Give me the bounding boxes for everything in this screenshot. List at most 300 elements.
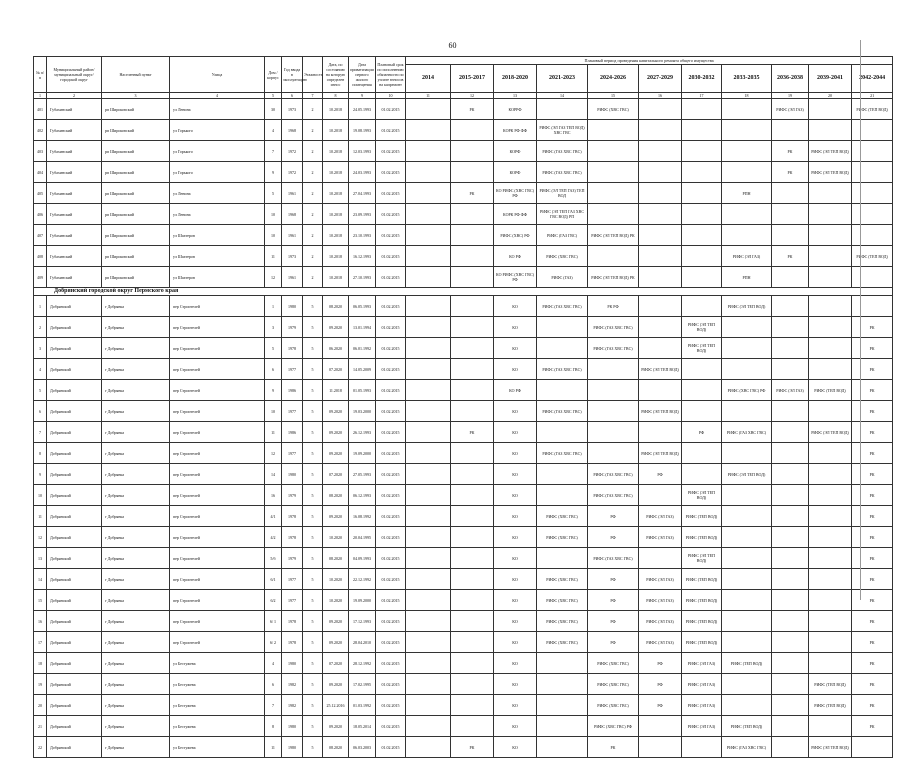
year-built-cell: 1982 bbox=[282, 674, 303, 695]
period-2021-2023-cell: РИФС (ХВС ГВС) bbox=[537, 569, 588, 590]
row-number-cell: 3 bbox=[34, 338, 47, 359]
street-cell: пер Строителей bbox=[170, 380, 265, 401]
period-2033-2035-cell bbox=[722, 548, 772, 569]
locality-cell: г Добрянка bbox=[102, 674, 170, 695]
municipality-cell: Добрянский bbox=[47, 590, 102, 611]
period-2030-2032-cell bbox=[682, 296, 722, 317]
period-2039-2041-cell bbox=[809, 548, 852, 569]
year-built-cell: 1961 bbox=[282, 267, 303, 288]
locality-cell: г Добрянка bbox=[102, 569, 170, 590]
table-row bbox=[34, 401, 893, 422]
locality-cell: рп Широковский bbox=[102, 246, 170, 267]
header-col-number: 7 bbox=[303, 93, 323, 99]
period-2027-2029-cell bbox=[639, 225, 682, 246]
period-2015-2017-cell bbox=[451, 485, 494, 506]
period-2027-2029-cell: РИФС (ЭЛ ГАЗ) bbox=[639, 590, 682, 611]
header-col-number: 3 bbox=[102, 93, 170, 99]
period-2014-cell bbox=[406, 674, 451, 695]
period-2030-2032-cell bbox=[682, 141, 722, 162]
period-2021-2023-cell bbox=[537, 317, 588, 338]
header-year: 2027-2029 bbox=[639, 65, 682, 93]
period-2024-2026-cell: РИФС (ХВС ГВС) bbox=[588, 695, 639, 716]
floors-cell: 5 bbox=[303, 569, 323, 590]
row-number-cell: 8 bbox=[34, 443, 47, 464]
house-cell: 5 bbox=[265, 183, 282, 204]
period-2014-cell bbox=[406, 317, 451, 338]
locality-cell: г Добрянка bbox=[102, 317, 170, 338]
period-2021-2023-cell: РИФС (ГАЗ ГВС) bbox=[537, 225, 588, 246]
period-2015-2017-cell bbox=[451, 162, 494, 183]
plan-period-cell: 01.02.2015 bbox=[376, 674, 406, 695]
locality-cell: рп Широковский bbox=[102, 204, 170, 225]
period-2014-cell bbox=[406, 632, 451, 653]
row-number-cell: 401 bbox=[34, 99, 47, 120]
year-built-cell: 1980 bbox=[282, 296, 303, 317]
header-house: Дом / корпус bbox=[265, 57, 282, 93]
date-first-room-cell: 16.12.1993 bbox=[349, 246, 376, 267]
period-2018-2020-cell: КОРФ bbox=[494, 141, 537, 162]
year-built-cell: 1977 bbox=[282, 443, 303, 464]
table-row bbox=[34, 653, 893, 674]
period-2033-2035-cell: РИФС (ТЕП ВОД) bbox=[722, 716, 772, 737]
date-first-room-cell: 27.05.1993 bbox=[349, 464, 376, 485]
period-2014-cell bbox=[406, 506, 451, 527]
row-number-cell: 19 bbox=[34, 674, 47, 695]
house-cell: 6/1 bbox=[265, 569, 282, 590]
date-first-room-cell: 18.05.2014 bbox=[349, 716, 376, 737]
table-row bbox=[34, 464, 893, 485]
period-2018-2020-cell: КО bbox=[494, 674, 537, 695]
municipality-cell: Добрянский bbox=[47, 632, 102, 653]
municipality-cell: Добрянский bbox=[47, 506, 102, 527]
plan-period-cell: 01.02.2015 bbox=[376, 380, 406, 401]
date-condition-cell: 08.2020 bbox=[323, 548, 349, 569]
period-2030-2032-cell bbox=[682, 99, 722, 120]
period-2024-2026-cell bbox=[588, 359, 639, 380]
period-2027-2029-cell: РФ bbox=[639, 464, 682, 485]
street-cell: ул Ленина bbox=[170, 99, 265, 120]
municipality-cell: Добрянский bbox=[47, 443, 102, 464]
floors-cell: 5 bbox=[303, 590, 323, 611]
period-2014-cell bbox=[406, 653, 451, 674]
period-2027-2029-cell: РИФС (ЭЛ ГАЗ) bbox=[639, 632, 682, 653]
period-2030-2032-cell: РИФС (ТЕП ВОД) bbox=[682, 590, 722, 611]
row-number-cell: 403 bbox=[34, 141, 47, 162]
date-condition-cell: 10.2018 bbox=[323, 120, 349, 141]
year-built-cell: 1978 bbox=[282, 611, 303, 632]
section-title: Добрянский городской округ Пермского края bbox=[34, 288, 893, 296]
period-2030-2032-cell bbox=[682, 359, 722, 380]
period-2036-2038-cell bbox=[772, 506, 809, 527]
row-number-cell: 14 bbox=[34, 569, 47, 590]
period-2018-2020-cell: КО bbox=[494, 422, 537, 443]
period-2042-2044-cell: РК bbox=[852, 359, 893, 380]
period-2030-2032-cell bbox=[682, 225, 722, 246]
plan-period-cell: 01.02.2015 bbox=[376, 695, 406, 716]
date-first-room-cell: 28.04.2010 bbox=[349, 632, 376, 653]
period-2027-2029-cell bbox=[639, 120, 682, 141]
year-built-cell: 1978 bbox=[282, 527, 303, 548]
period-2027-2029-cell: РФ bbox=[639, 674, 682, 695]
header-col-number: 13 bbox=[494, 93, 537, 99]
period-2021-2023-cell: РИФС (ХВС ГВС) bbox=[537, 527, 588, 548]
period-2018-2020-cell: КО РФ bbox=[494, 380, 537, 401]
date-first-room-cell: 24.05.1993 bbox=[349, 99, 376, 120]
period-2024-2026-cell: РИФС (ХВС ГВС) bbox=[588, 674, 639, 695]
locality-cell: рп Широковский bbox=[102, 141, 170, 162]
period-2018-2020-cell: КО РИФС (ХВС ГВС) РФ bbox=[494, 183, 537, 204]
floors-cell: 2 bbox=[303, 246, 323, 267]
floors-cell: 2 bbox=[303, 120, 323, 141]
period-2030-2032-cell: РИФС (ТЕП ВОД) bbox=[682, 569, 722, 590]
locality-cell: г Добрянка bbox=[102, 737, 170, 758]
period-2027-2029-cell: РИФС (ЭЛ ТЕП ВОД) bbox=[639, 359, 682, 380]
period-2030-2032-cell bbox=[682, 120, 722, 141]
table-row bbox=[34, 485, 893, 506]
house-cell: 4 bbox=[265, 653, 282, 674]
period-2033-2035-cell bbox=[722, 338, 772, 359]
date-condition-cell: 08.2020 bbox=[323, 485, 349, 506]
period-2039-2041-cell bbox=[809, 317, 852, 338]
period-2014-cell bbox=[406, 183, 451, 204]
date-first-room-cell: 23.10.1993 bbox=[349, 225, 376, 246]
house-cell: 30 bbox=[265, 99, 282, 120]
date-first-room-cell: 26.12.1993 bbox=[349, 422, 376, 443]
table-row bbox=[34, 611, 893, 632]
period-2018-2020-cell: КОРК РФ ФФ bbox=[494, 120, 537, 141]
period-2024-2026-cell: РИФС (ЭЛ ТЕП ВОД) РК bbox=[588, 267, 639, 288]
period-2039-2041-cell: РИФС (ТЕП ВОД) bbox=[809, 380, 852, 401]
table-row bbox=[34, 162, 893, 183]
header-year: 2042-2044 bbox=[852, 65, 893, 93]
row-number-cell: 5 bbox=[34, 380, 47, 401]
period-2030-2032-cell: РИФС (ЭЛ ГАЗ) bbox=[682, 674, 722, 695]
period-2036-2038-cell bbox=[772, 204, 809, 225]
period-2018-2020-cell: КО bbox=[494, 485, 537, 506]
period-2039-2041-cell bbox=[809, 401, 852, 422]
period-2021-2023-cell: РИФС (ХВС ГВС) bbox=[537, 611, 588, 632]
period-2036-2038-cell bbox=[772, 569, 809, 590]
period-2021-2023-cell: РИФС (ХВС ГВС) bbox=[537, 590, 588, 611]
header-year-built: Год ввода в эксплуатацию bbox=[282, 57, 303, 93]
street-cell: пер Строителей bbox=[170, 338, 265, 359]
period-2015-2017-cell bbox=[451, 120, 494, 141]
floors-cell: 5 bbox=[303, 485, 323, 506]
period-2018-2020-cell: КО bbox=[494, 611, 537, 632]
period-2036-2038-cell bbox=[772, 401, 809, 422]
period-2042-2044-cell: РИФС (ТЕП ВОД) bbox=[852, 99, 893, 120]
period-2033-2035-cell: РИФС (ГАЗ ХВС ГВС) bbox=[722, 422, 772, 443]
period-2014-cell bbox=[406, 590, 451, 611]
header-year: 2015-2017 bbox=[451, 65, 494, 93]
period-2036-2038-cell bbox=[772, 225, 809, 246]
year-built-cell: 1961 bbox=[282, 183, 303, 204]
period-2033-2035-cell: РПН bbox=[722, 183, 772, 204]
table-row bbox=[34, 422, 893, 443]
period-2021-2023-cell: РИФС (ГАЗ ХВС ГВС) bbox=[537, 296, 588, 317]
period-2042-2044-cell bbox=[852, 162, 893, 183]
plan-period-cell: 01.02.2015 bbox=[376, 359, 406, 380]
period-2014-cell bbox=[406, 162, 451, 183]
period-2015-2017-cell bbox=[451, 653, 494, 674]
period-2018-2020-cell: КО bbox=[494, 737, 537, 758]
period-2015-2017-cell bbox=[451, 569, 494, 590]
period-2039-2041-cell bbox=[809, 569, 852, 590]
period-2027-2029-cell: РФ bbox=[639, 695, 682, 716]
period-2027-2029-cell: РИФС (ЭЛ ГАЗ) bbox=[639, 506, 682, 527]
period-2033-2035-cell bbox=[722, 317, 772, 338]
period-2036-2038-cell bbox=[772, 359, 809, 380]
table-row bbox=[34, 359, 893, 380]
period-2015-2017-cell bbox=[451, 443, 494, 464]
municipality-cell: Добрянский bbox=[47, 737, 102, 758]
period-2030-2032-cell bbox=[682, 183, 722, 204]
date-first-room-cell: 19.09.2000 bbox=[349, 590, 376, 611]
period-2024-2026-cell: РИФС (ГАЗ ХВС ГВС) bbox=[588, 548, 639, 569]
floors-cell: 2 bbox=[303, 267, 323, 288]
street-cell: ул Горького bbox=[170, 141, 265, 162]
header-year: 2030-2032 bbox=[682, 65, 722, 93]
scan-edge-line bbox=[860, 40, 861, 600]
period-2033-2035-cell bbox=[722, 204, 772, 225]
period-2014-cell bbox=[406, 485, 451, 506]
floors-cell: 5 bbox=[303, 380, 323, 401]
period-2021-2023-cell bbox=[537, 464, 588, 485]
period-2015-2017-cell bbox=[451, 695, 494, 716]
period-2036-2038-cell bbox=[772, 338, 809, 359]
year-built-cell: 1979 bbox=[282, 548, 303, 569]
period-2030-2032-cell: РИФС (ЭЛ ТЕП ВОД) bbox=[682, 485, 722, 506]
table-row bbox=[34, 338, 893, 359]
municipality-cell: Губахинский bbox=[47, 162, 102, 183]
municipality-cell: Губахинский bbox=[47, 204, 102, 225]
period-2018-2020-cell: КО bbox=[494, 506, 537, 527]
year-built-cell: 1980 bbox=[282, 653, 303, 674]
period-2039-2041-cell bbox=[809, 443, 852, 464]
floors-cell: 5 bbox=[303, 422, 323, 443]
period-2030-2032-cell: РИФС (ЭЛ ГАЗ) bbox=[682, 695, 722, 716]
locality-cell: г Добрянка bbox=[102, 716, 170, 737]
period-2036-2038-cell bbox=[772, 485, 809, 506]
period-2042-2044-cell: РК bbox=[852, 443, 893, 464]
period-2030-2032-cell: РИФС (ТЕП ВОД) bbox=[682, 611, 722, 632]
date-first-room-cell: 14.05.2009 bbox=[349, 359, 376, 380]
period-2027-2029-cell: РФ bbox=[639, 653, 682, 674]
date-first-room-cell: 06.01.1992 bbox=[349, 338, 376, 359]
period-2042-2044-cell: РК bbox=[852, 548, 893, 569]
period-2024-2026-cell: РФ bbox=[588, 611, 639, 632]
period-2042-2044-cell bbox=[852, 296, 893, 317]
period-2036-2038-cell bbox=[772, 653, 809, 674]
municipality-cell: Губахинский bbox=[47, 225, 102, 246]
plan-period-cell: 01.02.2015 bbox=[376, 653, 406, 674]
plan-period-cell: 01.02.2015 bbox=[376, 548, 406, 569]
period-2033-2035-cell bbox=[722, 99, 772, 120]
period-2033-2035-cell bbox=[722, 590, 772, 611]
period-2021-2023-cell: РИФС (ГАЗ ХВС ГВС) bbox=[537, 162, 588, 183]
period-2021-2023-cell bbox=[537, 99, 588, 120]
house-cell: 7 bbox=[265, 141, 282, 162]
period-2030-2032-cell: РИФС (ЭЛ ГАЗ) bbox=[682, 653, 722, 674]
date-first-room-cell: 06.03.2003 bbox=[349, 737, 376, 758]
date-first-room-cell: 27.10.1993 bbox=[349, 267, 376, 288]
period-2027-2029-cell bbox=[639, 267, 682, 288]
street-cell: пер Строителей bbox=[170, 443, 265, 464]
house-cell: 11 bbox=[265, 737, 282, 758]
row-number-cell: 6 bbox=[34, 401, 47, 422]
period-2014-cell bbox=[406, 737, 451, 758]
period-2018-2020-cell: КО bbox=[494, 401, 537, 422]
period-2030-2032-cell: РИФС (ТЕП ВОД) bbox=[682, 632, 722, 653]
floors-cell: 5 bbox=[303, 653, 323, 674]
header-year: 2039-2041 bbox=[809, 65, 852, 93]
plan-period-cell: 01.02.2015 bbox=[376, 737, 406, 758]
house-cell: 4 bbox=[265, 120, 282, 141]
period-2039-2041-cell bbox=[809, 120, 852, 141]
period-2042-2044-cell: РК bbox=[852, 422, 893, 443]
plan-period-cell: 01.02.2015 bbox=[376, 204, 406, 225]
table-row bbox=[34, 632, 893, 653]
floors-cell: 5 bbox=[303, 359, 323, 380]
locality-cell: г Добрянка bbox=[102, 359, 170, 380]
period-2018-2020-cell: КО bbox=[494, 359, 537, 380]
period-2021-2023-cell: РИФС (ГАЗ ХВС ГВС) bbox=[537, 359, 588, 380]
date-first-room-cell: 01.03.1992 bbox=[349, 695, 376, 716]
year-built-cell: 1972 bbox=[282, 141, 303, 162]
period-2024-2026-cell: РФ bbox=[588, 569, 639, 590]
period-2021-2023-cell: РИФС (ЭЛ ГАЗ ТЕП ВОД) ХВС ГВС bbox=[537, 120, 588, 141]
period-2024-2026-cell bbox=[588, 246, 639, 267]
street-cell: пер Строителей bbox=[170, 548, 265, 569]
municipality-cell: Губахинский bbox=[47, 183, 102, 204]
period-2027-2029-cell bbox=[639, 183, 682, 204]
table-row bbox=[34, 674, 893, 695]
period-2036-2038-cell bbox=[772, 443, 809, 464]
municipality-cell: Добрянский bbox=[47, 674, 102, 695]
floors-cell: 5 bbox=[303, 317, 323, 338]
header-col-number: 11 bbox=[406, 93, 451, 99]
capital-repair-table bbox=[33, 56, 893, 758]
period-2015-2017-cell bbox=[451, 380, 494, 401]
table-row bbox=[34, 99, 893, 120]
header-locality: Населенный пункт bbox=[102, 57, 170, 93]
table-row bbox=[34, 296, 893, 317]
street-cell: ул Бестужева bbox=[170, 695, 265, 716]
period-2018-2020-cell: КО bbox=[494, 548, 537, 569]
municipality-cell: Добрянский bbox=[47, 695, 102, 716]
street-cell: пер Строителей bbox=[170, 296, 265, 317]
locality-cell: г Добрянка bbox=[102, 590, 170, 611]
street-cell: пер Строителей bbox=[170, 590, 265, 611]
period-2036-2038-cell: РК bbox=[772, 162, 809, 183]
municipality-cell: Губахинский bbox=[47, 141, 102, 162]
locality-cell: рп Широковский bbox=[102, 99, 170, 120]
period-2033-2035-cell: РИФС (ЭЛ ГАЗ) bbox=[722, 246, 772, 267]
header-col-number: 14 bbox=[537, 93, 588, 99]
table-row bbox=[34, 506, 893, 527]
period-2024-2026-cell bbox=[588, 443, 639, 464]
period-2030-2032-cell bbox=[682, 267, 722, 288]
floors-cell: 2 bbox=[303, 204, 323, 225]
period-2030-2032-cell: РИФС (ТЕП ВОД) bbox=[682, 527, 722, 548]
municipality-cell: Добрянский bbox=[47, 422, 102, 443]
table-row bbox=[34, 141, 893, 162]
period-2039-2041-cell: РИФС (ЭЛ ТЕП ВОД) bbox=[809, 422, 852, 443]
period-2018-2020-cell: КОРРФ bbox=[494, 99, 537, 120]
period-2036-2038-cell: РИФС (ЭЛ ГАЗ) bbox=[772, 99, 809, 120]
period-2021-2023-cell bbox=[537, 737, 588, 758]
period-2015-2017-cell bbox=[451, 611, 494, 632]
header-col-number: 19 bbox=[772, 93, 809, 99]
year-built-cell: 1977 bbox=[282, 401, 303, 422]
period-2024-2026-cell: РИФС (ЭЛ ТЕП ВОД) РК bbox=[588, 225, 639, 246]
floors-cell: 5 bbox=[303, 548, 323, 569]
period-2042-2044-cell: РК bbox=[852, 632, 893, 653]
period-2042-2044-cell: РК bbox=[852, 653, 893, 674]
table-row bbox=[34, 380, 893, 401]
period-2030-2032-cell bbox=[682, 737, 722, 758]
date-condition-cell: 09.2020 bbox=[323, 317, 349, 338]
period-2042-2044-cell: РК bbox=[852, 506, 893, 527]
period-2033-2035-cell bbox=[722, 162, 772, 183]
floors-cell: 5 bbox=[303, 716, 323, 737]
period-2033-2035-cell bbox=[722, 359, 772, 380]
row-number-cell: 13 bbox=[34, 548, 47, 569]
row-number-cell: 405 bbox=[34, 183, 47, 204]
period-2024-2026-cell: РФ bbox=[588, 632, 639, 653]
period-2036-2038-cell bbox=[772, 737, 809, 758]
house-cell: 12 bbox=[265, 267, 282, 288]
period-2015-2017-cell bbox=[451, 296, 494, 317]
period-2018-2020-cell: КО bbox=[494, 443, 537, 464]
plan-period-cell: 01.02.2015 bbox=[376, 506, 406, 527]
date-condition-cell: 06.2020 bbox=[323, 338, 349, 359]
period-2015-2017-cell bbox=[451, 204, 494, 225]
period-2036-2038-cell bbox=[772, 183, 809, 204]
date-condition-cell: 10.2020 bbox=[323, 527, 349, 548]
municipality-cell: Добрянский bbox=[47, 548, 102, 569]
period-2014-cell bbox=[406, 359, 451, 380]
period-2033-2035-cell bbox=[722, 401, 772, 422]
period-2024-2026-cell: РК bbox=[588, 737, 639, 758]
municipality-cell: Губахинский bbox=[47, 120, 102, 141]
period-2021-2023-cell bbox=[537, 695, 588, 716]
page-number: 60 bbox=[448, 41, 457, 50]
period-2036-2038-cell bbox=[772, 317, 809, 338]
period-2015-2017-cell bbox=[451, 401, 494, 422]
table-row bbox=[34, 267, 893, 288]
date-first-room-cell: 19.03.2000 bbox=[349, 401, 376, 422]
period-2027-2029-cell bbox=[639, 380, 682, 401]
header-col-number: 6 bbox=[282, 93, 303, 99]
plan-period-cell: 01.02.2015 bbox=[376, 464, 406, 485]
period-2036-2038-cell bbox=[772, 716, 809, 737]
locality-cell: рп Широковский bbox=[102, 267, 170, 288]
date-condition-cell: 10.2020 bbox=[323, 590, 349, 611]
period-2039-2041-cell bbox=[809, 464, 852, 485]
floors-cell: 2 bbox=[303, 225, 323, 246]
year-built-cell: 1986 bbox=[282, 422, 303, 443]
period-2042-2044-cell: РК bbox=[852, 527, 893, 548]
period-2042-2044-cell: РК bbox=[852, 590, 893, 611]
floors-cell: 2 bbox=[303, 162, 323, 183]
period-2015-2017-cell bbox=[451, 674, 494, 695]
period-2018-2020-cell: КО bbox=[494, 296, 537, 317]
row-number-cell: 18 bbox=[34, 653, 47, 674]
street-cell: ул Ленина bbox=[170, 183, 265, 204]
floors-cell: 2 bbox=[303, 183, 323, 204]
locality-cell: г Добрянка bbox=[102, 611, 170, 632]
